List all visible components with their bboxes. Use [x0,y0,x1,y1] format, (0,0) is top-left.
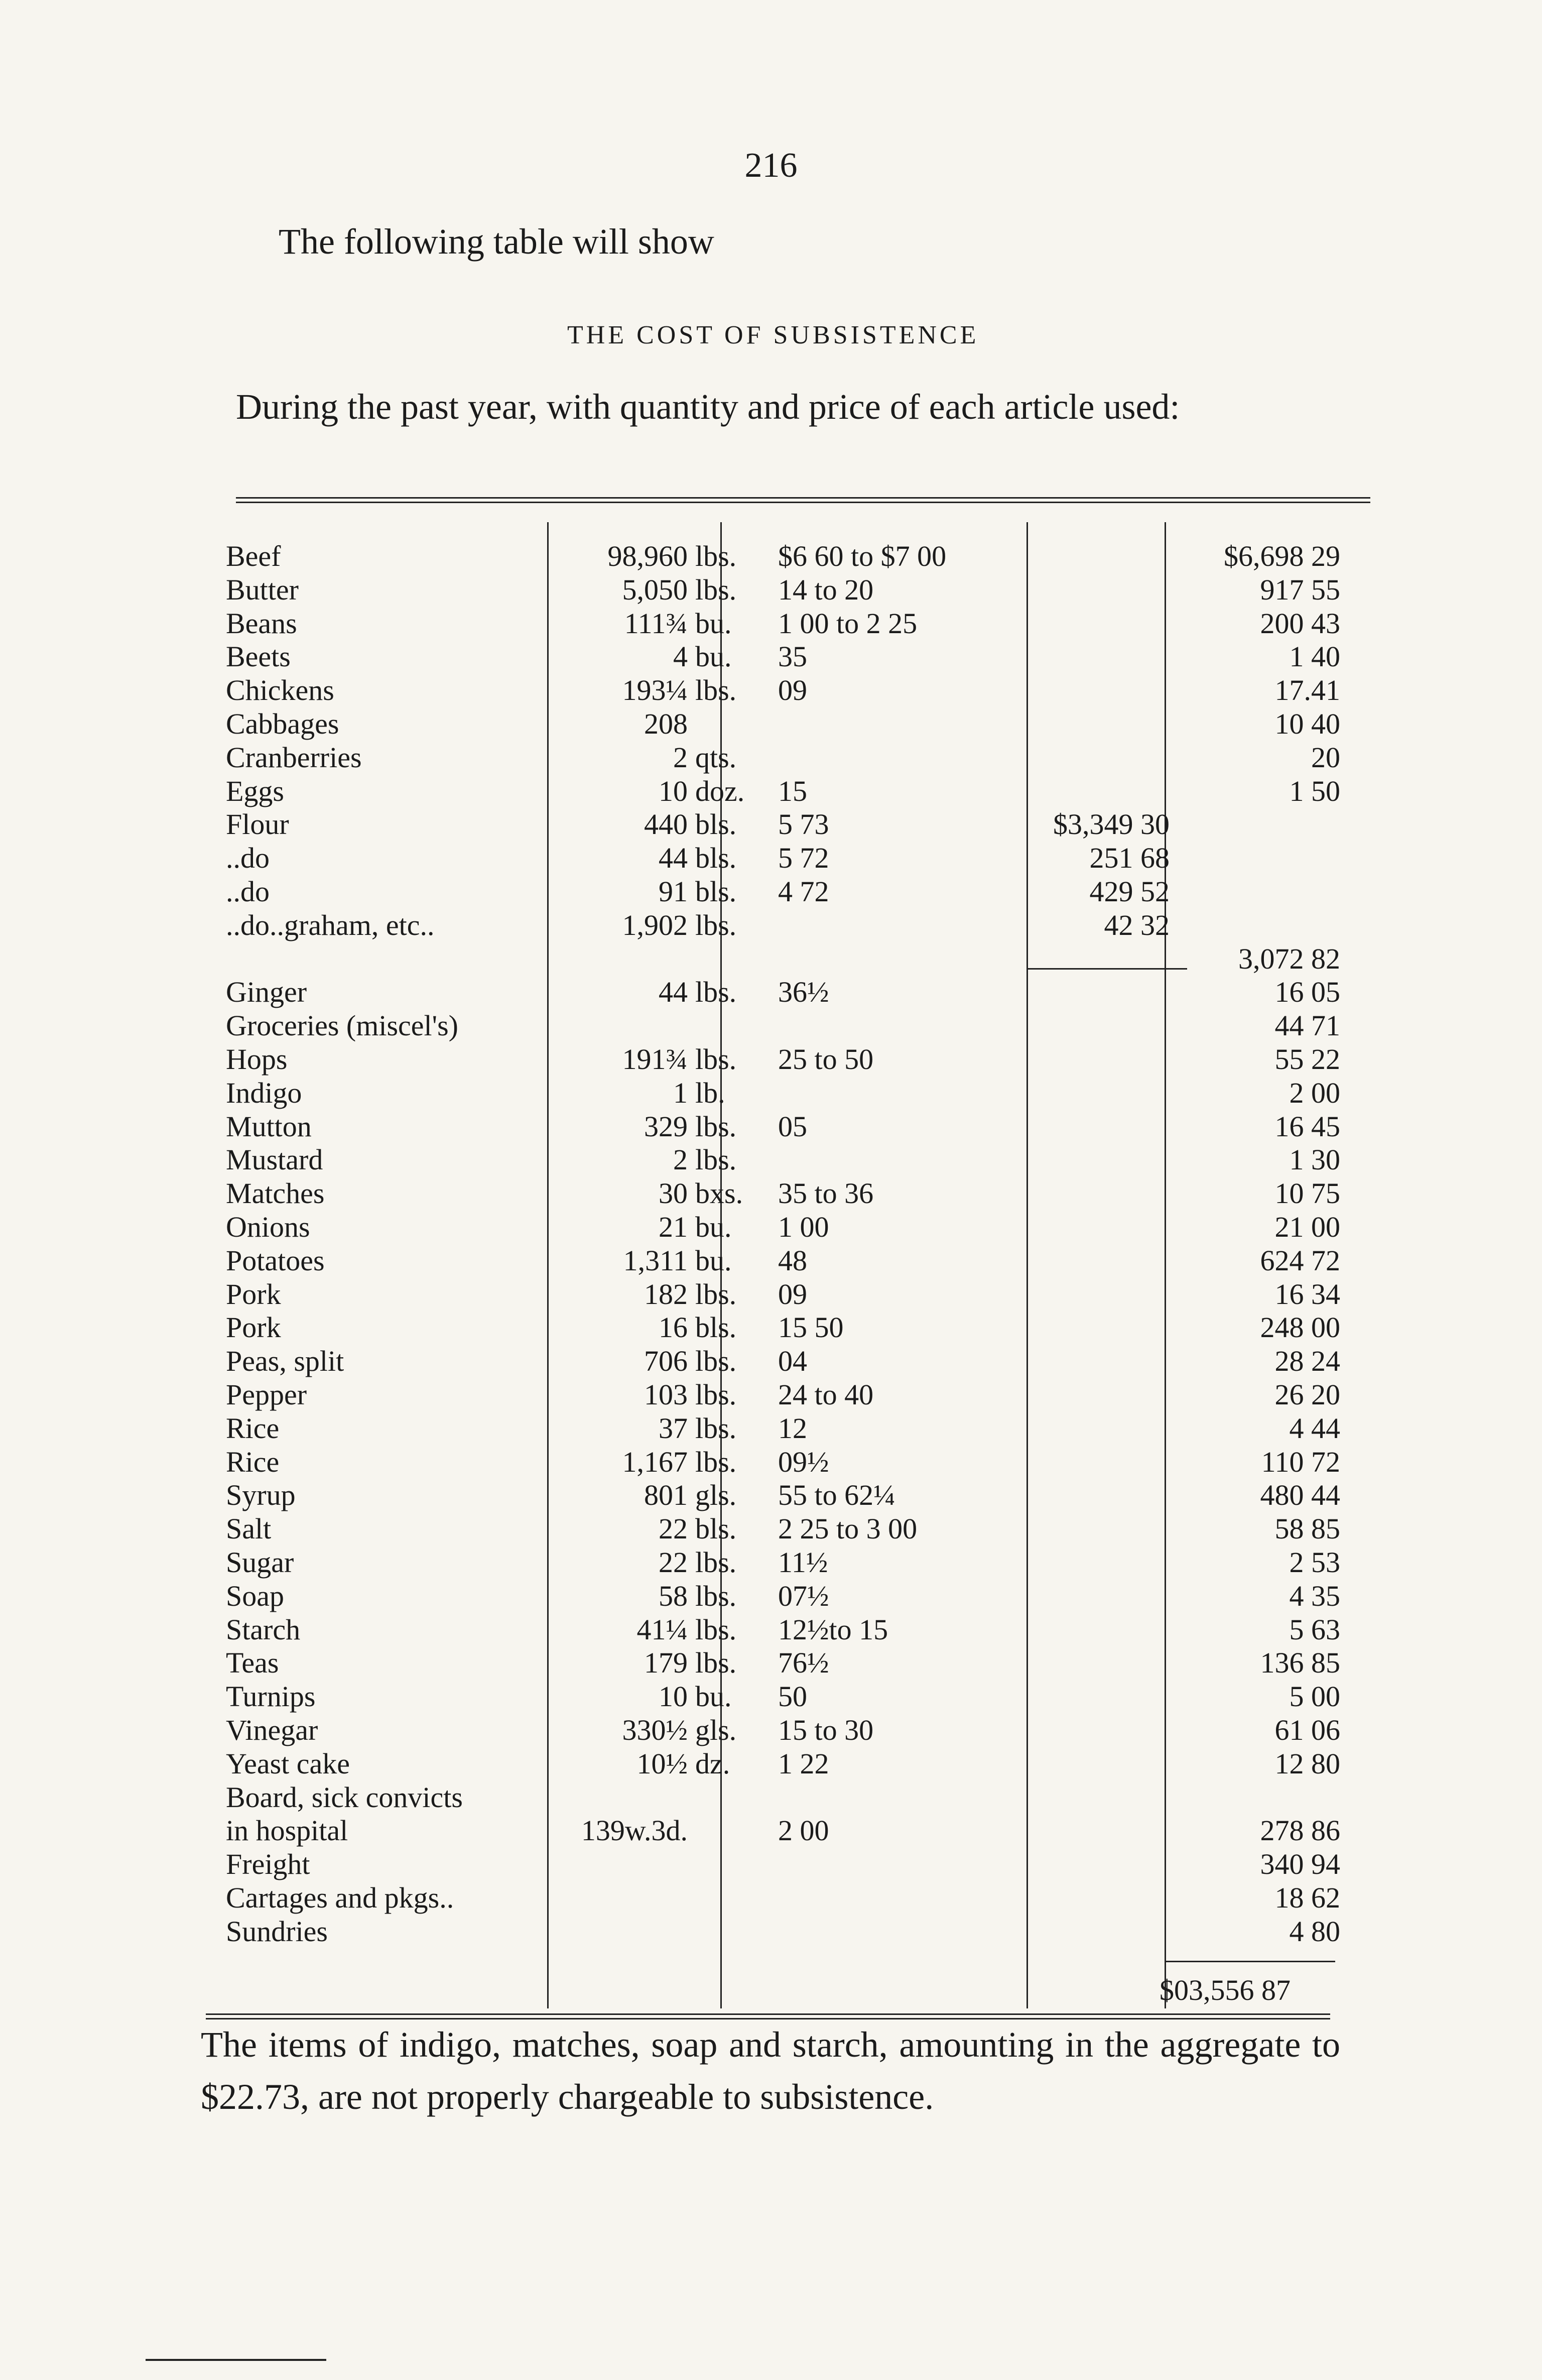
table-row [226,1311,1368,1344]
quantity: 2 [673,1143,688,1176]
quantity: 98,960 [607,540,688,572]
amount: 21 00 [1274,1211,1340,1243]
unit-price: 4 72 [778,875,829,908]
quantity: 208 [644,707,688,740]
quantity: 22 [659,1546,688,1579]
item-name: Beans [226,607,297,640]
unit-price: 1 22 [778,1747,829,1780]
item-name: Rice [226,1411,280,1445]
quantity: 191¾ [622,1043,688,1076]
table-row [226,808,1368,841]
item-name: Turnips [226,1680,316,1713]
table-row [226,1446,1368,1479]
unit-price: 76½ [778,1646,829,1680]
unit: lbs. [695,674,737,707]
quantity: 139w.3d. [581,1814,688,1847]
amount: 26 20 [1274,1378,1340,1411]
item-name: Freight [226,1848,310,1881]
section-title: THE COST OF SUBSISTENCE [567,321,979,349]
table-row [226,1278,1368,1311]
quantity: 30 [659,1177,688,1210]
item-name: ..do..graham, etc.. [226,908,435,941]
unit-price: 15 to 30 [778,1714,874,1746]
unit: lbs. [695,1411,737,1445]
amount: 16 45 [1274,1110,1340,1143]
unit-price: 1 00 to 2 25 [778,607,918,640]
amount: 28 24 [1274,1345,1340,1378]
table-row [226,1211,1368,1244]
unit: lbs. [695,1613,737,1646]
flour-subtotal: $3,349 30 [1053,808,1170,841]
page-number: 216 [744,146,798,185]
unit-price: 15 [778,774,807,807]
item-name: Mustard [226,1143,323,1176]
quantity: 706 [644,1345,688,1378]
unit: bls. [695,1512,737,1545]
flour-subtotal-line [1026,968,1187,970]
quantity: 330½ [622,1714,688,1746]
amount: 3,072 82 [1238,942,1340,975]
item-name: Ginger [226,976,307,1009]
unit-price: 36½ [778,976,829,1009]
unit-price: 09½ [778,1445,829,1478]
unit-price: 1 00 [778,1211,829,1243]
table-row [226,1714,1368,1747]
amount: 136 85 [1260,1646,1340,1680]
item-name: Starch [226,1613,301,1646]
item-name: Cartages and pkgs.. [226,1881,454,1914]
amount: 1 30 [1289,1143,1340,1176]
item-name: Syrup [226,1479,296,1512]
unit: bu. [695,1211,732,1243]
quantity: 58 [659,1579,688,1612]
table-row [226,1781,1368,1814]
item-name: Pork [226,1277,281,1311]
quantity: 1,902 [622,908,688,941]
table-row [226,640,1368,673]
item-name: Cranberries [226,741,362,774]
table-row [226,1378,1368,1411]
table-row [226,1244,1368,1277]
unit-price: 50 [778,1680,807,1713]
table-row [226,1546,1368,1579]
unit: bu. [695,1680,732,1713]
item-name: Chickens [226,674,334,707]
unit: qts. [695,741,737,774]
amount: 20 [1311,741,1340,774]
table-row [226,1345,1368,1378]
unit-price: 35 [778,640,807,673]
unit: lbs. [695,1445,737,1478]
amount: 58 85 [1274,1512,1340,1545]
flour-subtotal: 429 52 [1089,875,1170,908]
table-row [226,1915,1368,1948]
amount: 4 80 [1289,1915,1340,1948]
unit: lbs. [695,540,737,572]
top-rule [236,497,1370,503]
quantity: 2 [673,741,688,774]
amount: 5 63 [1289,1613,1340,1646]
flour-subtotal: 251 68 [1089,842,1170,875]
table-row [226,1613,1368,1646]
item-name: Beef [226,540,281,572]
item-name: Teas [226,1646,279,1680]
quantity: 103 [644,1378,688,1411]
item-name: Yeast cake [226,1747,350,1780]
quantity: 801 [644,1479,688,1512]
quantity: 111¾ [624,607,688,640]
quantity: 1,167 [622,1445,688,1478]
unit-price: 35 to 36 [778,1177,874,1210]
quantity: 10 [659,1680,688,1713]
table-row [226,607,1368,640]
unit: lbs. [695,1110,737,1143]
table-row [226,573,1368,607]
quantity: 21 [659,1211,688,1243]
total-line [1165,1961,1335,1962]
table-row [226,1580,1368,1613]
amount: 2 00 [1289,1076,1340,1109]
unit-price: 48 [778,1244,807,1277]
unit: bu. [695,640,732,673]
table-row [226,1848,1368,1881]
unit-price: 12 [778,1411,807,1445]
unit: bls. [695,842,737,875]
unit: lb. [695,1076,725,1109]
item-name: Cabbages [226,707,339,740]
unit: bls. [695,1311,737,1344]
unit-price: 04 [778,1345,807,1378]
unit: lbs. [695,573,737,606]
table-row [226,707,1368,741]
quantity: 44 [659,976,688,1009]
amount: 200 43 [1260,607,1340,640]
unit: lbs. [695,1143,737,1176]
unit-price: 5 73 [778,808,829,841]
unit: gls. [695,1714,737,1746]
quantity: 37 [659,1411,688,1445]
table-row [226,1009,1368,1042]
unit: doz. [695,774,745,807]
amount: 480 44 [1260,1479,1340,1512]
unit: bls. [695,875,737,908]
unit: lbs. [695,976,737,1009]
unit-price: 25 to 50 [778,1043,874,1076]
amount: 61 06 [1274,1714,1340,1746]
unit: lbs. [695,1277,737,1311]
unit-price: 12½to 15 [778,1613,888,1646]
grand-total: $03,556 87 [1160,1974,1291,2006]
unit-price: 15 50 [778,1311,844,1344]
table-row [226,1646,1368,1680]
unit-price: 11½ [778,1546,828,1579]
table-row [226,875,1368,908]
item-name: Sundries [226,1915,328,1948]
item-name: Pepper [226,1378,307,1411]
unit: lbs. [695,1043,737,1076]
table-row [226,775,1368,808]
bottom-rule [146,2359,326,2361]
unit: lbs. [695,1546,737,1579]
item-name: in hospital [226,1814,348,1847]
amount: 4 35 [1289,1579,1340,1612]
amount: 110 72 [1261,1445,1340,1478]
quantity: 1,311 [623,1244,688,1277]
unit-price: 09 [778,1277,807,1311]
quantity: 16 [659,1311,688,1344]
amount: 624 72 [1260,1244,1340,1277]
amount: 1 50 [1289,774,1340,807]
intro-text: The following table will show [279,221,714,262]
table-row [226,909,1368,942]
amount: 17.41 [1274,674,1340,707]
table-row [226,1177,1368,1210]
sub-intro: During the past year, with quantity and price of each article used: [236,387,1180,427]
item-name: Flour [226,808,289,841]
quantity: 329 [644,1110,688,1143]
footnote: The items of indigo, matches, soap and starch, amounting in the aggregate to $22.73, are not properly chargeable to subsistence. [201,2025,1340,2117]
quantity: 10½ [636,1747,688,1780]
table-row [226,540,1368,573]
item-name: Board, sick convicts [226,1780,463,1814]
unit-price: 2 00 [778,1814,829,1847]
amount: 18 62 [1274,1881,1340,1914]
item-name: Peas, split [226,1345,344,1378]
table-row [226,1512,1368,1545]
item-name: Rice [226,1445,280,1478]
unit: bu. [695,607,732,640]
quantity: 44 [659,842,688,875]
unit-price: 07½ [778,1579,829,1612]
quantity: 440 [644,808,688,841]
table-row [226,741,1368,774]
unit: lbs. [695,1646,737,1680]
quantity: 1 [673,1076,688,1109]
quantity: 5,050 [622,573,688,606]
amount: 917 55 [1260,573,1340,606]
item-name: Onions [226,1211,310,1243]
amount: 10 75 [1274,1177,1340,1210]
amount: 4 44 [1289,1411,1340,1445]
unit-price: 09 [778,674,807,707]
quantity: 91 [659,875,688,908]
item-name: Butter [226,573,299,606]
item-name: Sugar [226,1546,294,1579]
amount: 340 94 [1260,1848,1340,1881]
table-row [226,674,1368,707]
amount: 2 53 [1289,1546,1340,1579]
amount: 10 40 [1274,707,1340,740]
table-row [226,1680,1368,1713]
quantity: 22 [659,1512,688,1545]
item-name: Groceries (miscel's) [226,1009,458,1042]
item-name: Soap [226,1579,284,1612]
table-row [226,1747,1368,1780]
table-row [226,1881,1368,1915]
item-name: Potatoes [226,1244,325,1277]
unit: bu. [695,1244,732,1277]
item-name: ..do [226,875,270,908]
amount: 16 05 [1274,976,1340,1009]
table-row [226,1043,1368,1076]
unit: bxs. [695,1177,743,1210]
item-name: Hops [226,1043,288,1076]
item-name: Salt [226,1512,272,1545]
amount: 278 86 [1260,1814,1340,1847]
amount: 248 00 [1260,1311,1340,1344]
amount: 5 00 [1289,1680,1340,1713]
quantity: 182 [644,1277,688,1311]
flour-subtotal: 42 32 [1104,908,1170,941]
unit: bls. [695,808,737,841]
unit: lbs. [695,908,737,941]
unit: lbs. [695,1378,737,1411]
unit: gls. [695,1479,737,1512]
item-name: Vinegar [226,1714,318,1746]
amount: 16 34 [1274,1277,1340,1311]
amount: $6,698 29 [1224,540,1340,572]
unit-price: 14 to 20 [778,573,874,606]
table-row [226,976,1368,1009]
quantity: 10 [659,774,688,807]
item-name: ..do [226,842,270,875]
unit-price: 5 72 [778,842,829,875]
quantity: 193¼ [622,674,688,707]
table-row [226,1110,1368,1143]
table-row [226,1412,1368,1445]
item-name: Beets [226,640,291,673]
unit: lbs. [695,1579,737,1612]
item-name: Eggs [226,774,284,807]
amount: 12 80 [1274,1747,1340,1780]
table-row [226,842,1368,875]
unit-price: 55 to 62¼ [778,1479,895,1512]
quantity: 4 [673,640,688,673]
item-name: Mutton [226,1110,312,1143]
unit: lbs. [695,1345,737,1378]
item-name: Indigo [226,1076,302,1109]
quantity: 41¼ [636,1613,688,1646]
unit-price: 05 [778,1110,807,1143]
item-name: Pork [226,1311,281,1344]
unit: dz. [695,1747,730,1780]
table-row [226,942,1368,976]
table-row [226,1077,1368,1110]
unit-price: 2 25 to 3 00 [778,1512,918,1545]
amount: 55 22 [1274,1043,1340,1076]
table-row [226,1479,1368,1512]
table-row [226,1143,1368,1176]
amount: 44 71 [1274,1009,1340,1042]
table-row [226,1814,1368,1847]
amount: 1 40 [1289,640,1340,673]
item-name: Matches [226,1177,325,1210]
subsistence-table [226,540,1368,2008]
quantity: 179 [644,1646,688,1680]
unit-price: 24 to 40 [778,1378,874,1411]
unit-price: $6 60 to $7 00 [778,540,947,572]
